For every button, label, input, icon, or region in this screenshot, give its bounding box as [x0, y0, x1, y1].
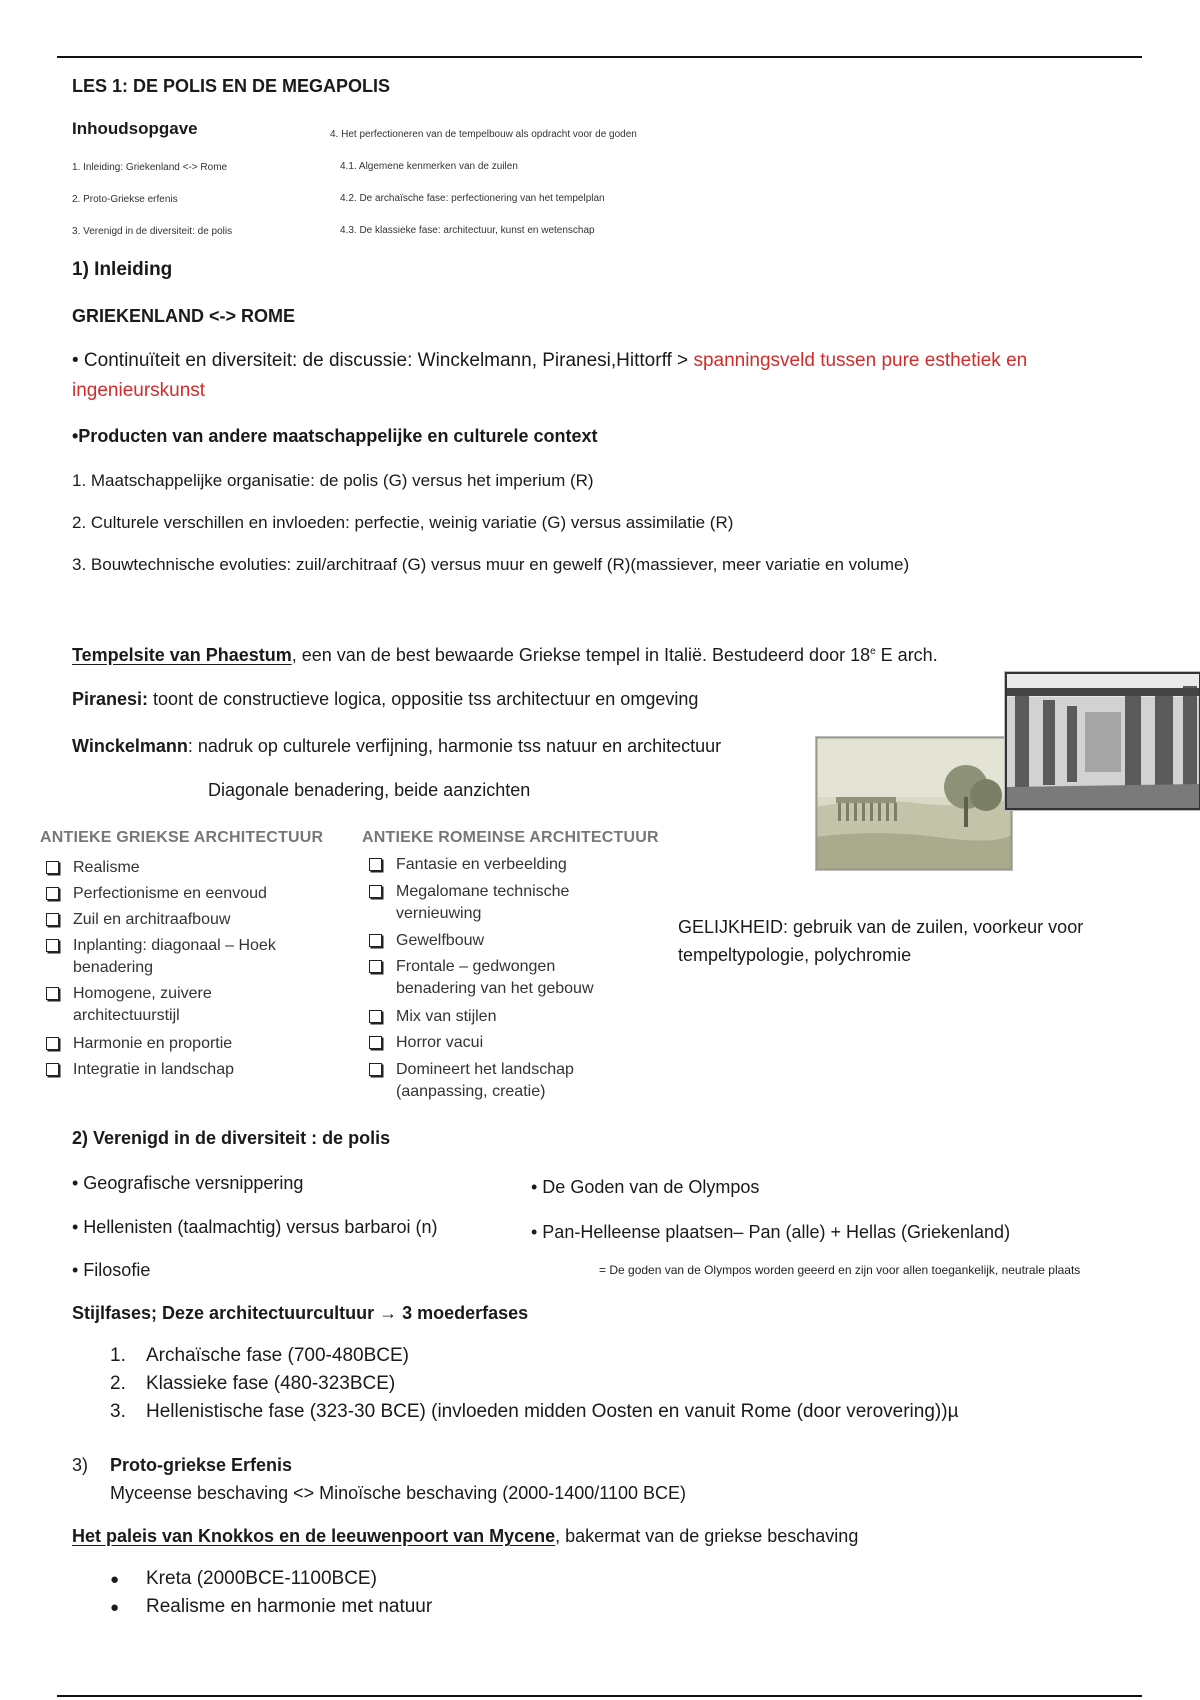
checkbox-icon — [46, 861, 59, 874]
checkbox-icon — [46, 913, 59, 926]
checklist-item — [46, 1059, 306, 1081]
engraving-ruins-image — [1004, 671, 1200, 811]
checklist-label: Zuil en architraafbouw — [73, 911, 231, 928]
checkbox-icon — [369, 934, 382, 947]
paragraph-line: Diagonale benadering, beide aanzichten — [208, 780, 531, 800]
checkbox-icon — [369, 1063, 382, 1076]
checklist-label: Gewelfbouw — [396, 932, 485, 949]
checklist-item — [46, 1033, 306, 1055]
toc-item: 3. Verenigd in de diversiteit: de polis — [72, 226, 233, 237]
checklist-item — [369, 930, 609, 952]
note-text: = De goden van de Olympos worden geeerd en zijn voor allen toegankelijk, neutrale plaats — [599, 1263, 1081, 1277]
bullet-icon: ● — [110, 1599, 120, 1616]
toc-item: 4. Het perfectioneren van de tempelbouw als opdracht voor de goden — [330, 129, 637, 140]
checklist-item — [46, 983, 306, 1027]
checklist-item — [369, 881, 594, 925]
bullet-text-plain: • Continuïteit en diversiteit: de discussie: Winckelmann, Piranesi,Hittorff > — [72, 350, 694, 371]
checklist-item — [369, 956, 609, 1000]
phase-item — [110, 1373, 395, 1395]
equality-text: tempeltypologie, polychromie — [678, 945, 912, 965]
engraving-landscape-image — [815, 736, 1013, 871]
text: toont de constructieve logica, oppositie tss architectuur en omgeving — [148, 689, 699, 709]
list-number: 2. — [110, 1373, 126, 1394]
list-item: 1. Maatschappelijke organisatie: de polis (G) versus het imperium (R) — [72, 471, 594, 490]
bullet-label: Kreta (2000BCE-1100BCE) — [146, 1568, 377, 1589]
section-heading: 2) Verenigd in de diversiteit : de polis — [72, 1128, 391, 1148]
phase-item — [110, 1401, 959, 1423]
highlight-text: spanningsveld tussen pure esthetiek en — [693, 350, 1028, 371]
list-item: 3. Bouwtechnische evoluties: zuil/architraaf (G) versus muur en gewelf (R)(massiever, meer variatie en volume) — [72, 555, 910, 574]
bullet-text: • Pan-Helleense plaatsen– Pan (alle) + Hellas (Griekenland) — [531, 1222, 1011, 1242]
section-subtext: Myceense beschaving <> Minoïsche beschaving (2000-1400/1100 BCE) — [110, 1483, 687, 1503]
checkbox-icon — [369, 858, 382, 871]
checklist-item — [369, 1032, 609, 1054]
paragraph-line — [72, 1526, 858, 1547]
underlined-term: Het paleis van Knokkos en de leeuwenpoort van Mycene — [72, 1526, 556, 1546]
checkbox-icon — [369, 960, 382, 973]
checkbox-icon — [46, 1063, 59, 1076]
equality-text: GELIJKHEID: gebruik van de zuilen, voorkeur voor — [678, 917, 1084, 937]
checklist-label: Integratie in landschap — [73, 1061, 234, 1078]
checklist-label: Realisme — [73, 859, 140, 876]
bullet-item — [110, 1596, 432, 1618]
checklist-item — [369, 1006, 609, 1028]
highlight-text: ingenieurskunst — [72, 380, 206, 401]
text: E arch. — [875, 645, 938, 665]
bullet-text: • Geografische versnippering — [72, 1173, 304, 1193]
list-item: 2. Culturele verschillen en invloeden: perfectie, weinig variatie (G) versus assimilatie (R) — [72, 513, 734, 532]
bullet-label: Realisme en harmonie met natuur — [146, 1596, 433, 1617]
toc-item: 2. Proto-Griekse erfenis — [72, 194, 178, 205]
paragraph-line — [72, 645, 938, 666]
phase-item — [110, 1345, 409, 1367]
toc-item: 1. Inleiding: Griekenland <-> Rome — [72, 162, 228, 173]
checkbox-icon — [46, 939, 59, 952]
checklist-label: Megalomane technische vernieuwing — [396, 883, 570, 922]
checklist-label: Perfectionisme en eenvoud — [73, 885, 267, 902]
checklist-label: Harmonie en proportie — [73, 1035, 233, 1052]
bullet-text: • Filosofie — [72, 1260, 151, 1280]
bold-term: Piranesi: — [72, 689, 149, 709]
checklist-item — [46, 909, 306, 931]
superscript: e — [870, 646, 876, 657]
section-heading: Proto-griekse Erfenis — [110, 1455, 293, 1475]
bullet-item — [110, 1568, 377, 1590]
checklist-label: Domineert het landschap (aanpassing, creatie) — [396, 1061, 574, 1100]
section-subheading: GRIEKENLAND <-> ROME — [72, 306, 296, 326]
toc-item: 4.3. De klassieke fase: architectuur, kunst en wetenschap — [340, 225, 595, 236]
checklist-label: Mix van stijlen — [396, 1008, 497, 1025]
phase-label: Archaïsche fase (700-480BCE) — [146, 1345, 409, 1366]
styles-heading: Stijlfases; Deze architectuurcultuur → 3 moederfases — [72, 1303, 529, 1323]
text: : nadruk op culturele verfijning, harmonie tss natuur en architectuur — [187, 736, 722, 756]
paragraph-line — [72, 736, 721, 757]
bullet-text: • De Goden van de Olympos — [531, 1177, 760, 1197]
toc-item: 4.1. Algemene kenmerken van de zuilen — [340, 161, 518, 172]
phase-label: Hellenistische fase (323-30 BCE) (invloeden midden Oosten en vanuit Rome (door verovering))µ — [146, 1401, 959, 1422]
checklist-item — [46, 883, 306, 905]
checkbox-icon — [369, 1010, 382, 1023]
phase-label: Klassieke fase (480-323BCE) — [146, 1373, 396, 1394]
list-number: 3. — [110, 1401, 126, 1422]
underlined-term: Tempelsite van Phaestum — [72, 645, 292, 665]
text: , een van de best bewaarde Griekse tempel in Italië. Bestudeerd door 18 — [291, 645, 871, 665]
section-heading: 1) Inleiding — [72, 259, 173, 280]
column-heading-roman: ANTIEKE ROMEINSE ARCHITECTUUR — [362, 829, 659, 846]
section-number: 3) — [72, 1455, 89, 1475]
bottom-rule — [57, 1695, 1142, 1697]
checklist-label: Fantasie en verbeelding — [396, 856, 567, 873]
checklist-label: Horror vacui — [396, 1034, 484, 1051]
bullet-text — [72, 350, 1027, 372]
page-title: LES 1: DE POLIS EN DE MEGAPOLIS — [72, 76, 391, 96]
landscape-illustration — [816, 737, 1012, 870]
bullet-text: • Hellenisten (taalmachtig) versus barbaroi (n) — [72, 1217, 438, 1237]
checklist-item — [46, 935, 306, 979]
bullet-text: •Producten van andere maatschappelijke en culturele context — [72, 426, 598, 446]
toc-item: 4.2. De archaïsche fase: perfectionering van het tempelplan — [340, 193, 605, 204]
checklist-label: Inplanting: diagonaal – Hoek benadering — [73, 937, 276, 976]
top-rule — [57, 56, 1142, 58]
checkbox-icon — [46, 1037, 59, 1050]
bullet-icon: ● — [110, 1571, 120, 1588]
checklist-item — [369, 1059, 609, 1103]
checkbox-icon — [369, 885, 382, 898]
column-heading-greek: ANTIEKE GRIEKSE ARCHITECTUUR — [40, 829, 324, 846]
checklist-label: Homogene, zuivere architectuurstijl — [73, 985, 212, 1024]
text: , bakermat van de griekse beschaving — [555, 1526, 859, 1546]
checklist-item — [46, 857, 306, 879]
toc-heading: Inhoudsopgave — [72, 119, 198, 138]
bold-term: Winckelmann — [72, 736, 188, 756]
checkbox-icon — [46, 987, 59, 1000]
checkbox-icon — [46, 887, 59, 900]
checklist-label: Frontale – gedwongen benadering van het gebouw — [396, 958, 594, 997]
checklist-item — [369, 854, 609, 876]
ruins-illustration — [1005, 672, 1200, 810]
paragraph-line — [72, 689, 698, 710]
list-number: 1. — [110, 1345, 126, 1366]
checkbox-icon — [369, 1036, 382, 1049]
